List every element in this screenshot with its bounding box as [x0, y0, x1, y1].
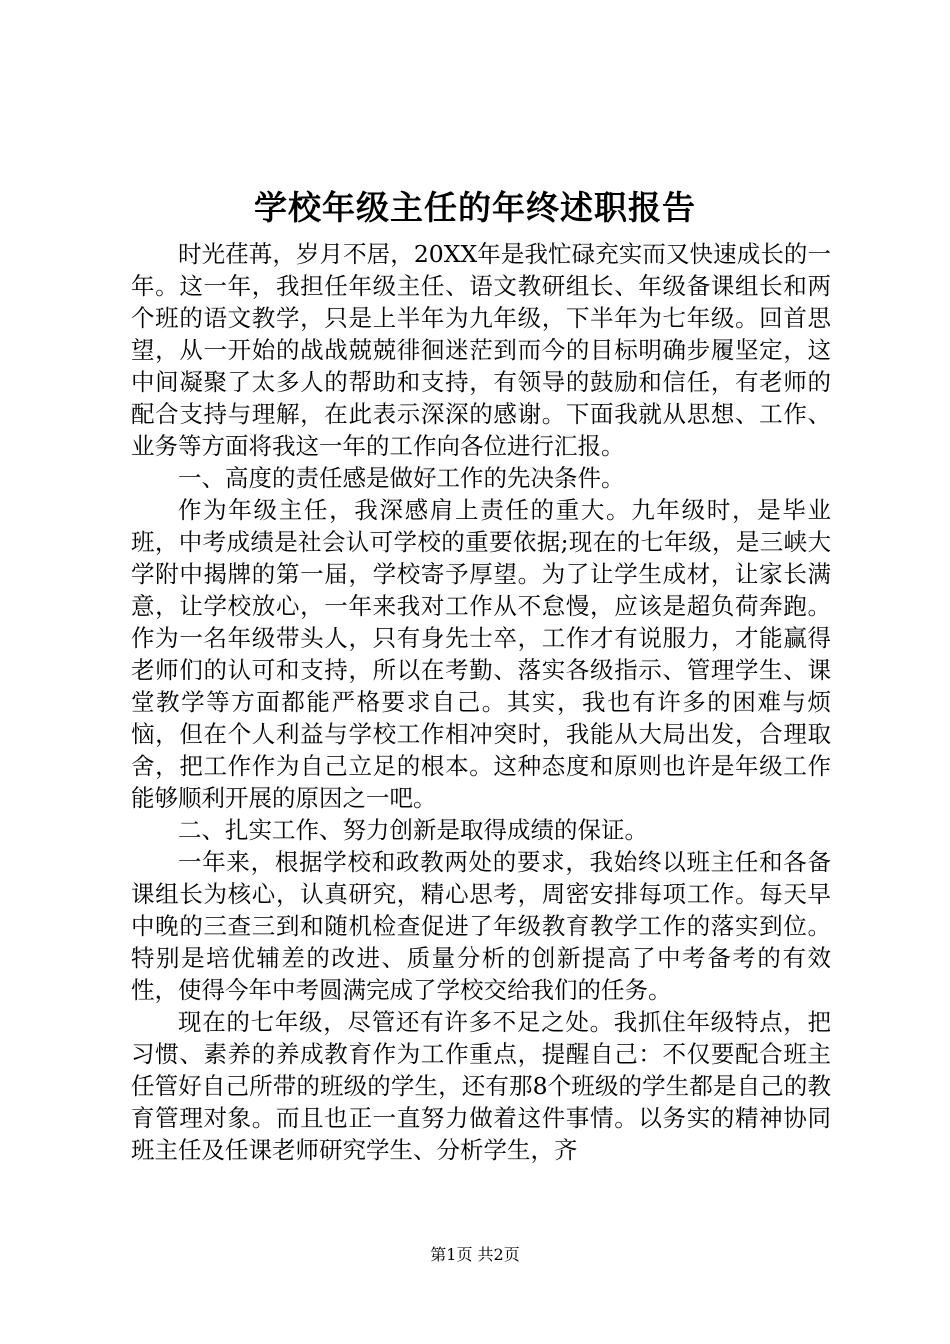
paragraph-responsibility: 作为年级主任，我深感肩上责任的重大。九年级时，是毕业班，中考成绩是社会认可学校的重要依据;现在的七年级，是三峡大学附中揭牌的第一届，学校寄予厚望。为了让学生成材，让家长满意，让学校放心，一年来我对工作从不怠慢，应该是超负荷奔跑。作为一名年级带头人，只有身先士卒，工作才有说服力，才能赢得老师们的认可和支持，所以在考勤、落实各级指示、管理学生、课堂教学等方面都能严格要求自己。其实，我也有许多的困难与烦恼，但在个人利益与学校工作相冲突时，我能从大局出发，合理取舍，把工作作为自己立足的根本。这种态度和原则也许是年级工作能够顺利开展的原因之一吧。 — [131, 496, 831, 812]
document-title: 学校年级主任的年终述职报告 — [254, 188, 696, 227]
paragraph-work: 一年来，根据学校和政教两处的要求，我始终以班主任和各备课组长为核心，认真研究，精心思考，周密安排每项工作。每天早中晚的三查三到和随机检查促进了年级教育教学工作的落实到位。特别是培优辅差的改进、质量分析的创新提高了中考备考的有效性，使得今年中考圆满完成了学校交给我们的任务。 — [131, 848, 831, 1004]
section-heading-2: 二、扎实工作、努力创新是取得成绩的保证。 — [178, 816, 648, 844]
paragraph-grade-seven: 现在的七年级，尽管还有许多不足之处。我抓住年级特点，把习惯、素养的养成教育作为工作重点，提醒自己：不仅要配合班主任管好自己所带的班级的学生，还有那8个班级的学生都是自己的教育管理对象。而且也正一直努力做着这件事情。以务实的精神协同班主任及任课老师研究学生、分析学生，齐 — [131, 1008, 831, 1164]
section-heading-1: 一、高度的责任感是做好工作的先决条件。 — [178, 464, 625, 492]
paragraph-intro: 时光荏苒，岁月不居，20XX年是我忙碌充实而又快速成长的一年。这一年，我担任年级主任、语文教研组长、年级备课组长和两个班的语文教学，只是上半年为九年级，下半年为七年级。回首思望，从一开始的战战兢兢徘徊迷茫到而今的目标明确步履坚定，这中间凝聚了太多人的帮助和支持，有领导的鼓励和信任，有老师的配合支持与理解，在此表示深深的感谢。下面我就从思想、工作、业务等方面将我这一年的工作向各位进行汇报。 — [131, 240, 831, 460]
document-body — [131, 238, 831, 1166]
page-footer: 第1页 共2页 — [430, 1245, 520, 1264]
